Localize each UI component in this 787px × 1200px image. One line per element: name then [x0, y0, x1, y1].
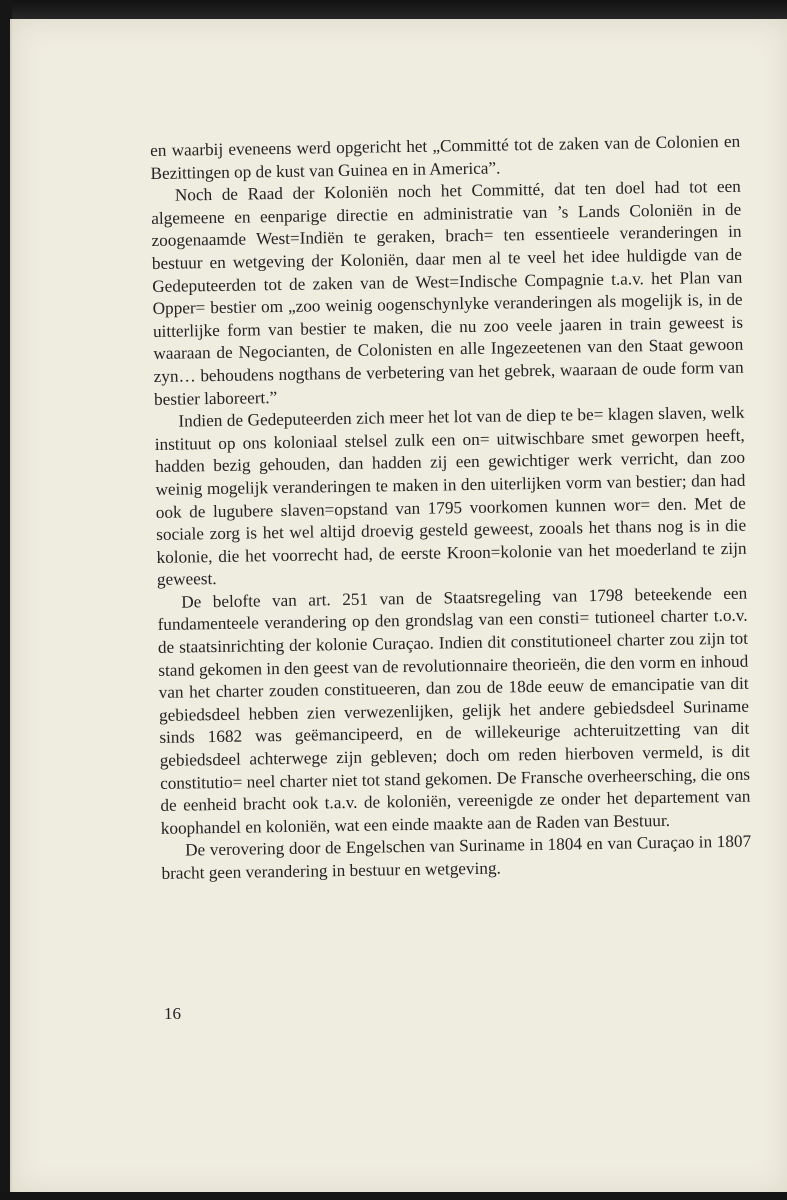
paragraph: De verovering door de Engelschen van Suriname in 1804 en van Curaçao in 1807 bracht geen verandering in bestuur en wetgeving. [161, 832, 752, 883]
body-text [150, 131, 752, 886]
paragraph: Noch de Raad der Koloniën noch het Committé, dat ten doel had tot een algemeene en eenparige directie en administratie van ’s Lands Coloniën in de zoogenaamde West=Indiën te geraken, brach= ten essentieele veranderingen in bestuur en wetgeving der Koloniën, daar men al te veel het idee huldigde van de Gedeputeerden tot de zaken van de West=Indische Compagnie t.a.v. het Plan van Opper= bestier om „zoo weinig oogenschynlyke veranderingen als mogelijk is, in de uitterlijke form van bestier te maken, die nu zoo veele jaaren in train geweest is waaraan de Negocianten, de Colonisten en alle Ingezeetenen van den Staat gewoon zyn… behoudens nogthans de verbetering van het gebrek, waaraan de oude form van bestier laboreert.” [151, 176, 744, 409]
paragraph: en waarbij eveneens werd opgericht het „Committé tot de zaken van de Colonien en Bezittingen op de kust van Guinea en in America”. [150, 131, 741, 183]
paragraph: Indien de Gedeputeerden zich meer het lot van de diep te be= klagen slaven, welk instituut op ons koloniaal stelsel zulk een on= uitwischbare smet geworpen heeft, hadden bezig gehouden, dan hadden zij een gewichtiger werk verricht, dan zoo weinig mogelijk veranderingen te maken in den uiterlijken vorm van bestier; dan had ook de lugubere slaven=opstand van 1795 voorkomen kunnen wor= den. Met de sociale zorg is het wel altijd droevig gesteld geweest, zooals het thans nog is in die kolonie, die het voorrecht had, de eerste Kroon=kolonie van het moederland te zijn geweest. [154, 402, 747, 590]
paragraph: De belofte van art. 251 van de Staatsregeling van 1798 beteekende een fundamenteele verandering op den grondslag van een consti= tutioneel charter t.o.v. de staatsinrichting der kolonie Curaçao. Indien dit constitutioneel charter zou zijn tot stand gekomen in den geest van de revolutionnaire theorieën, die den vorm en inhoud van het charter zouden constitueeren, dan zou de 18de eeuw de emancipatie van dit gebiedsdeel hebben zien verwezenlijken, gelijk het andere gebiedsdeel Suriname sinds 1682 was geëmancipeerd, en de willekeurige achteruitzetting van dit gebiedsdeel achterwege zijn gebleven; doch om reden hierboven vermeld, is dit constitutio= neel charter niet tot stand gekomen. De Fransche overheersching, die ons de eenheid bracht ook t.a.v. de koloniën, vereenigde ze onder het departement van koophandel en koloniën, wat een einde maakte aan de Raden van Bestuur. [157, 583, 751, 838]
page-number: 16 [164, 1004, 181, 1023]
scan-edge-bottom [0, 1192, 787, 1200]
